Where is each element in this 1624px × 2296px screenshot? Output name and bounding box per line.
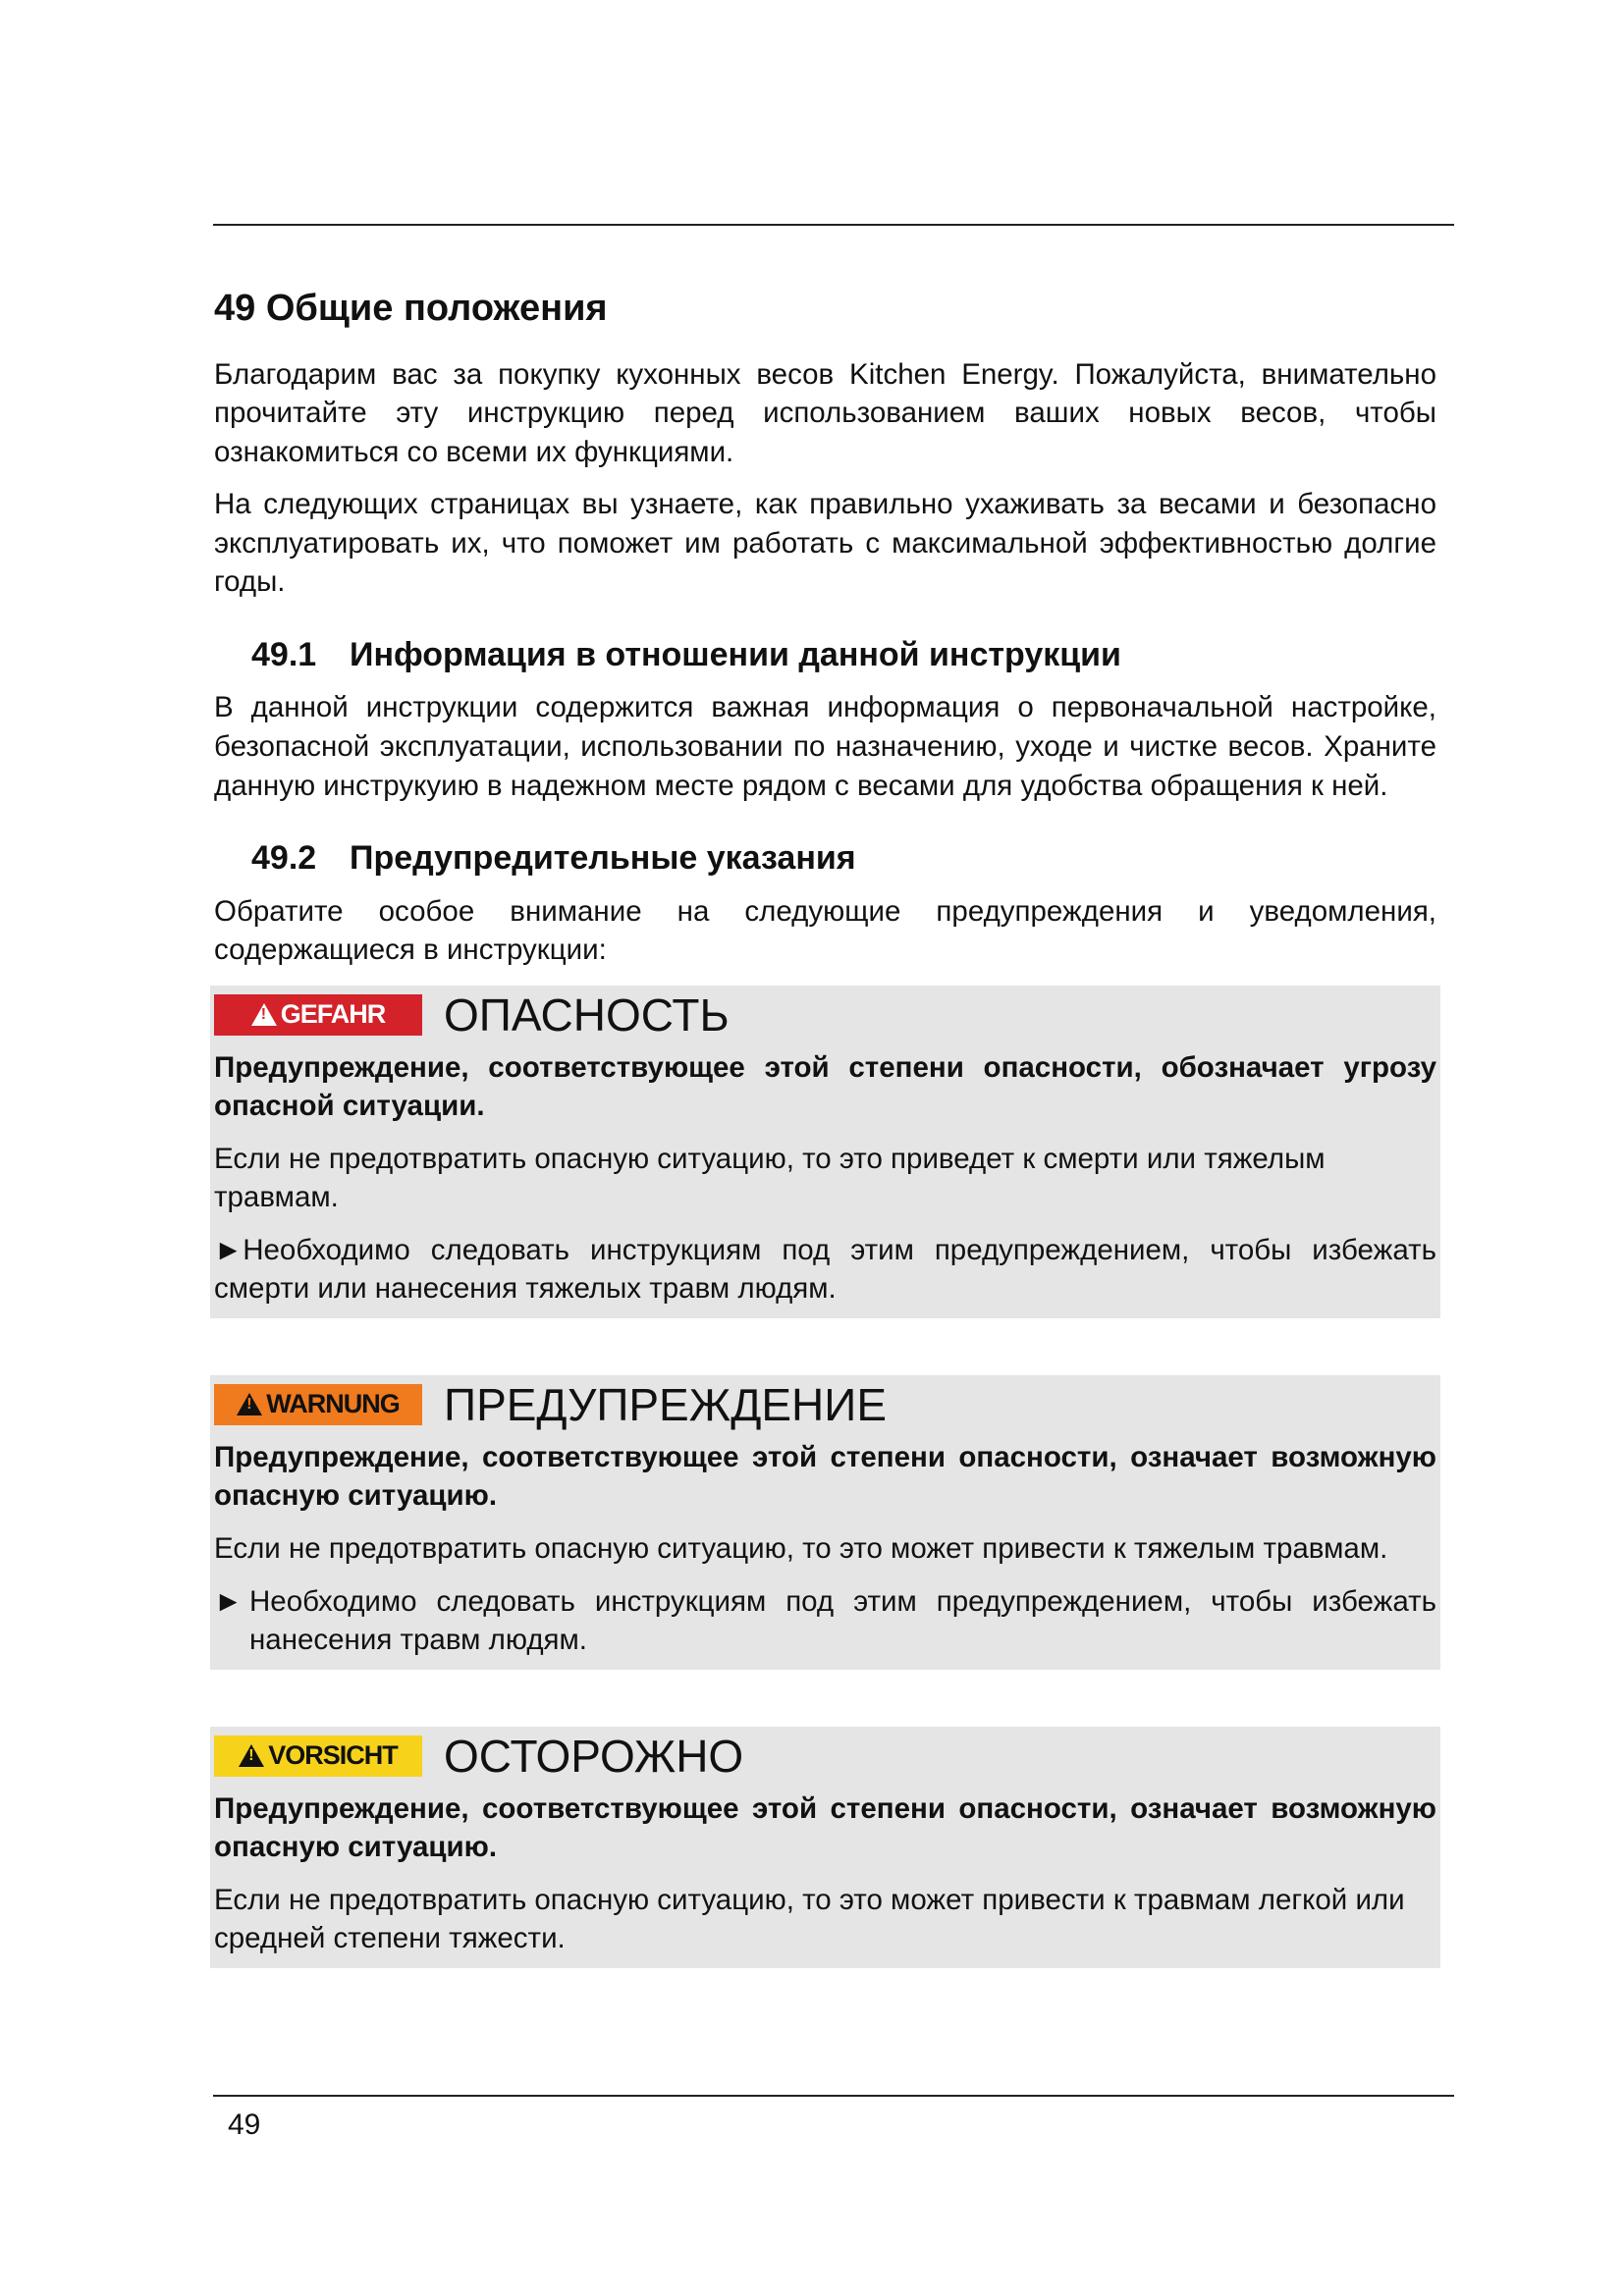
subsection-2-number: 49.2 <box>251 839 317 878</box>
subsection-2-title: Предупредительные указания <box>350 839 856 878</box>
danger-box <box>210 986 1440 1318</box>
danger-bullet-text: Необходимо следовать инструкциям под этим предупреждением, чтобы избежать смерти или нанесения тяжелых травм людям. <box>214 1233 1436 1306</box>
caution-badge-label: VORSICHT <box>268 1740 398 1771</box>
caution-box <box>210 1727 1440 1968</box>
bullet-arrow-icon: ► <box>214 1584 244 1618</box>
intro-paragraph-2: На следующих страницах вы узнаете, как правильно ухаживать за весами и безопасно эксплуатировать их, что поможет им работать с максимальной эффективностью долгие годы. <box>214 488 1436 599</box>
subsection-1-paragraph: В данной инструкции содержится важная информация о первоначальной настройке, безопасной эксплуатации, использовании по назначению, уходе и чистке весов. Храните данную инструкуию в надежном месте рядом с весами для удобства обращения к ней. <box>214 691 1436 802</box>
warning-triangle-icon <box>251 1003 277 1026</box>
warning-badge <box>214 1384 422 1425</box>
page-content <box>214 287 1436 1968</box>
subsection-1-number: 49.1 <box>251 635 317 673</box>
footer-rule <box>213 2095 1454 2097</box>
warning-triangle-icon <box>237 1393 262 1415</box>
subsection-2-heading <box>251 838 1436 879</box>
danger-bullet <box>214 1231 1436 1308</box>
warning-badge-label: WARNUNG <box>266 1389 400 1419</box>
caution-title: ОСТОРОЖНО <box>444 1730 744 1782</box>
danger-header <box>214 988 1436 1042</box>
section-title: 49 Общие положения <box>214 288 608 329</box>
subsection-2-paragraph: Обратите особое внимание на следующие предупреждения и уведомления, содержащиеся в инструкции: <box>214 894 1436 967</box>
danger-bold-text: Предупреждение, соответствующее этой степени опасности, обозначает угрозу опасной ситуации. <box>214 1050 1436 1123</box>
danger-title: ОПАСНОСТЬ <box>444 988 730 1041</box>
warning-bold-text: Предупреждение, соответствующее этой степени опасности, означает возможную опасную ситуацию. <box>214 1440 1436 1513</box>
danger-badge <box>214 994 422 1036</box>
warning-bullet <box>214 1582 1436 1664</box>
bullet-arrow-icon: ► <box>214 1233 244 1266</box>
caution-bold-text: Предупреждение, соответствующее этой степени опасности, означает возможную опасную ситуацию. <box>214 1791 1436 1864</box>
caution-text: Если не предотвратить опасную ситуацию, то это может привести к травмам легкой или средней степени тяжести. <box>214 1883 1405 1955</box>
header-rule <box>213 224 1454 226</box>
danger-text: Если не предотвратить опасную ситуацию, то это приведет к смерти или тяжелым травмам. <box>214 1142 1326 1214</box>
warning-bullet-text: Необходимо следовать инструкциям под этим предупреждением, чтобы избежать нанесения травм людям. <box>249 1584 1436 1657</box>
warning-header <box>214 1377 1436 1432</box>
danger-badge-label: GEFAHR <box>280 999 386 1030</box>
intro-paragraph-1: Благодарим вас за покупку кухонных весов Kitchen Energy. Пожалуйста, внимательно прочитайте эту инструкцию перед использованием ваших новых весов, чтобы ознакомиться со всеми их функциями. <box>214 357 1436 468</box>
warning-text: Если не предотвратить опасную ситуацию, то это может привести к тяжелым травмам. <box>214 1531 1388 1565</box>
warning-triangle-icon <box>239 1744 264 1767</box>
warning-title: ПРЕДУПРЕЖДЕНИЕ <box>444 1378 888 1430</box>
subsection-1-heading <box>251 635 1436 675</box>
caution-badge <box>214 1735 422 1777</box>
page-number: 49 <box>228 2109 261 2141</box>
caution-header <box>214 1729 1436 1784</box>
subsection-1-title: Информация в отношении данной инструкции <box>350 635 1121 673</box>
warning-box <box>210 1375 1440 1670</box>
